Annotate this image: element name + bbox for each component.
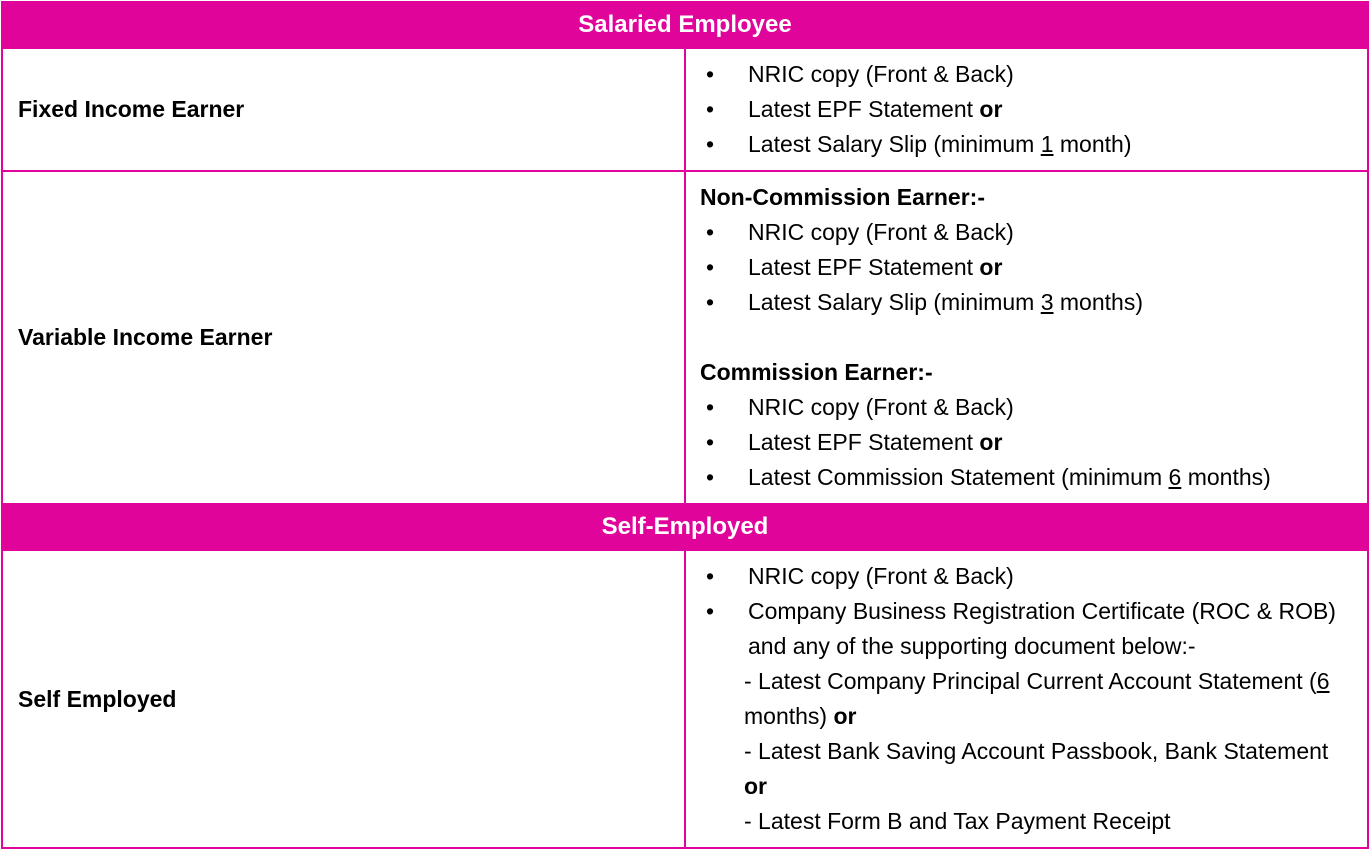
section-header-salaried [2,2,1368,48]
supporting-document-list [700,664,1355,839]
row-label: Variable Income Earner [2,171,685,504]
duration-number: 6 [1316,668,1330,694]
list-item [700,460,1355,495]
section-header-self-employed [2,504,1368,550]
row-content [685,48,1368,171]
list-item [700,92,1355,127]
list-item-text: Latest EPF Statement [748,96,980,122]
table-row-variable-income [2,171,1368,504]
section-title: Self-Employed [2,504,1368,550]
list-item [744,664,1355,734]
bullet-icon: • [705,254,715,280]
row-label: Fixed Income Earner [2,48,685,171]
bullet-icon: • [705,394,715,420]
list-item-text: Latest Salary Slip (minimum [748,131,1041,157]
list-item [700,559,1355,594]
or-connector: or [744,773,767,799]
list-item-text: Latest EPF Statement [748,429,980,455]
bullet-icon: • [705,289,715,315]
list-item [700,57,1355,92]
bullet-icon: • [705,219,715,245]
list-item-text: months) [1181,464,1271,490]
list-item-text: Latest Commission Statement (minimum [748,464,1169,490]
bullet-icon: • [705,131,715,157]
list-item-text: NRIC copy (Front & Back) [748,219,1014,245]
list-item [700,390,1355,425]
row-content [685,550,1368,848]
bullet-icon: • [705,429,715,455]
list-item-text: Latest Salary Slip (minimum [748,289,1041,315]
list-item-text: NRIC copy (Front & Back) [748,61,1014,87]
list-item-text: - Latest Form B and Tax Payment Receipt [744,808,1171,834]
list-item [700,250,1355,285]
table-row-fixed-income [2,48,1368,171]
list-item [700,127,1355,162]
duration-number: 3 [1040,289,1054,315]
requirement-list [700,57,1355,162]
or-connector: or [979,96,1003,122]
bullet-icon: • [705,96,715,122]
bullet-icon: • [705,598,715,624]
table-row-self-employed [2,550,1368,848]
list-item [700,425,1355,460]
list-item-text: NRIC copy (Front & Back) [748,563,1014,589]
bullet-icon: • [705,61,715,87]
list-item [700,215,1355,250]
list-item-text: - Latest Bank Saving Account Passbook, Bank Statement [744,738,1329,764]
list-item [700,594,1355,664]
list-item-text: NRIC copy (Front & Back) [748,394,1014,420]
requirement-list [700,559,1355,664]
list-item [744,734,1355,804]
group-heading-non-commission: Non-Commission Earner:- [700,184,985,210]
list-item-text: months) [744,703,834,729]
bullet-icon: • [705,563,715,589]
duration-number: 1 [1040,131,1054,157]
list-item-text: Latest EPF Statement [748,254,980,280]
or-connector: or [979,429,1003,455]
row-content [685,171,1368,504]
list-item [700,285,1355,320]
duration-number: 6 [1168,464,1182,490]
list-item-text: months) [1053,289,1143,315]
row-label: Self Employed [2,550,685,848]
requirement-list [700,390,1355,495]
or-connector: or [833,703,857,729]
list-item-text: - Latest Company Principal Current Account Statement ( [744,668,1317,694]
list-item-text: Company Business Registration Certificate (ROC & ROB) and any of the supporting document below:- [748,598,1336,659]
bullet-icon: • [705,464,715,490]
list-item-text: month) [1053,131,1132,157]
or-connector: or [979,254,1003,280]
spacer [700,320,1355,355]
document-requirements-table [1,1,1369,849]
list-item [744,804,1355,839]
section-title: Salaried Employee [2,2,1368,48]
requirement-list [700,215,1355,320]
group-heading-commission: Commission Earner:- [700,359,933,385]
